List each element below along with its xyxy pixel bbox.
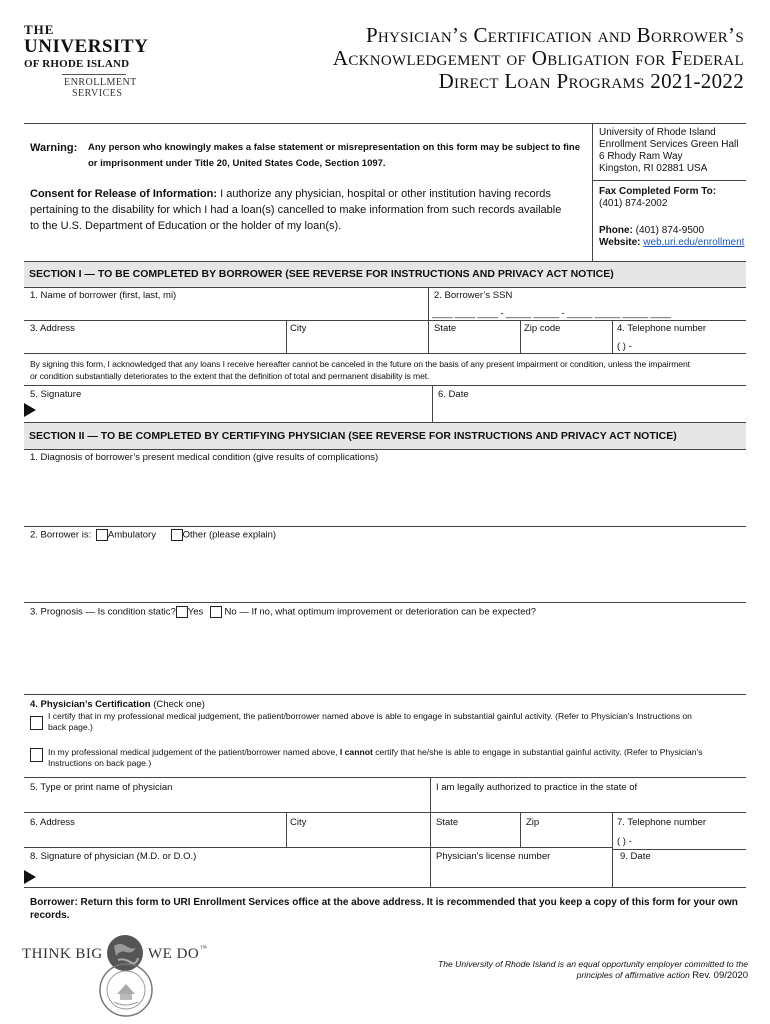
physician-license-label: Physician's license number xyxy=(436,851,551,862)
s2-line5 xyxy=(24,812,746,813)
physician-zip-label: Zip xyxy=(526,817,540,828)
section1-header xyxy=(24,261,746,288)
s2-div-state xyxy=(430,812,431,887)
s1-line1 xyxy=(24,320,746,321)
s1-div-city xyxy=(286,320,287,353)
cert2-pre: In my professional medical judgement of the patient/borrower named above, xyxy=(48,747,340,757)
cert-option2-checkbox[interactable] xyxy=(30,748,43,762)
university-seal-icon xyxy=(98,962,154,1018)
cert2-post: certify that he/she is able to engage in substantial gainful activity. (Refer to Physician's xyxy=(372,747,703,757)
physician-date-label: 9. Date xyxy=(620,851,651,862)
consent-text-line1: I authorize any physician, hospital or other institution having records xyxy=(220,188,551,200)
section2-title: SECTION II — TO BE COMPLETED BY CERTIFYING PHYSICIAN (SEE REVERSE FOR INSTRUCTIONS AND PRIVACY ACT NOTICE) xyxy=(29,430,677,442)
address-box-divider xyxy=(592,123,593,261)
eoe-statement xyxy=(348,959,748,981)
fax-block xyxy=(599,186,749,210)
other-checkbox[interactable] xyxy=(171,529,183,541)
warning-label: Warning: xyxy=(30,142,78,154)
consent-block xyxy=(30,186,586,234)
physician-address-label: 6. Address xyxy=(30,817,75,828)
ambulatory-checkbox[interactable] xyxy=(96,529,108,541)
address-box-separator xyxy=(592,180,746,181)
address-line1: University of Rhode Island xyxy=(599,127,716,138)
cert-check-one: (Check one) xyxy=(153,699,205,710)
borrower-phone-label: 4. Telephone number xyxy=(617,323,707,334)
borrower-name-label: 1. Name of borrower (first, last, mi) xyxy=(30,290,177,301)
s2-div-city xyxy=(286,812,287,847)
logo-dept-line2: SERVICES xyxy=(72,88,123,99)
s1-div-state xyxy=(428,320,429,353)
section1-title: SECTION I — TO BE COMPLETED BY BORROWER (SEE REVERSE FOR INSTRUCTIONS AND PRIVACY ACT NOTICE) xyxy=(29,268,614,280)
top-divider xyxy=(24,123,746,124)
s2-line6-left xyxy=(24,847,612,848)
return-line2: records. xyxy=(30,910,70,921)
logo-university: UNIVERSITY xyxy=(24,36,149,57)
cert-option2-text xyxy=(48,747,748,769)
s1-div-zip xyxy=(520,320,521,353)
section2-header xyxy=(24,422,746,450)
eoe-line2: principles of affirmative action xyxy=(576,970,690,980)
cert-option1-checkbox[interactable] xyxy=(30,716,43,730)
return-line1: Borrower: Return this form to URI Enrollment Services office at the above address. It is recommended that you keep a copy of this form for your own xyxy=(30,897,738,908)
uri-logo xyxy=(24,22,149,99)
s1-line3 xyxy=(24,385,746,386)
borrower-is-label: 2. Borrower is: xyxy=(30,529,92,541)
address-box xyxy=(599,127,749,175)
physician-signature-label: 8. Signature of physician (M.D. or D.O.) xyxy=(30,851,197,862)
cert1-line2: back page.) xyxy=(48,722,93,732)
s2-div-zip xyxy=(520,812,521,847)
trademark-symbol: ™ xyxy=(200,944,207,952)
title-line3: Direct Loan Programs 2021-2022 xyxy=(438,69,744,93)
logo-divider xyxy=(62,74,126,75)
address-line3: 6 Rhody Ram Way xyxy=(599,151,683,162)
borrower-is-row xyxy=(30,529,276,541)
physician-phone-label: 7. Telephone number xyxy=(617,817,707,828)
physician-city-label: City xyxy=(290,817,307,828)
website-label: Website: xyxy=(599,237,641,248)
cert2-line2: Instructions on back page.) xyxy=(48,758,152,768)
eoe-line1: The University of Rhode Island is an equal opportunity employer committed to the xyxy=(437,959,748,969)
phone-label: Phone: xyxy=(599,225,633,236)
cert1-line1: I certify that in my professional medical judgement, the patient/borrower named above is able to engage in substantial gainful activity. (Refer to Physician's Instructions on xyxy=(48,711,692,721)
physician-state-label: State xyxy=(436,817,459,828)
physician-phone-format[interactable]: ( ) - xyxy=(617,836,632,847)
s1-line2 xyxy=(24,353,746,354)
logo-of-rhode-island: OF RHODE ISLAND xyxy=(24,58,130,70)
form-title xyxy=(184,24,744,93)
borrower-city-label: City xyxy=(290,323,307,334)
website-link[interactable]: web.uri.edu/enrollment xyxy=(643,237,745,248)
s2-line1 xyxy=(24,526,746,527)
no-checkbox[interactable] xyxy=(210,606,222,618)
physician-signature-arrow-icon xyxy=(24,870,36,884)
borrower-address-label: 3. Address xyxy=(30,323,75,334)
s1-div-phone xyxy=(612,320,613,353)
cert-label: 4. Physician’s Certification xyxy=(30,699,151,710)
s2-line7 xyxy=(24,887,746,888)
prognosis-row xyxy=(30,606,536,618)
phone-number: (401) 874-9500 xyxy=(635,225,705,236)
think-big-text: THINK BIG xyxy=(22,946,103,962)
ack-line2: or condition substantially deteriorates to the extent that the definition of total and permanent disability is met. xyxy=(30,371,430,381)
other-label: Other (please explain) xyxy=(182,529,277,541)
borrower-phone-format[interactable]: ( ) - xyxy=(617,341,632,352)
s1-div-sig-date xyxy=(432,385,433,422)
title-line2: Acknowledgement of Obligation for Federal xyxy=(332,46,744,70)
fax-label: Fax Completed Form To: xyxy=(599,186,717,197)
s2-line6-right xyxy=(612,849,746,850)
fax-number: (401) 874-2002 xyxy=(599,198,668,209)
consent-label: Consent for Release of Information: xyxy=(30,188,218,200)
s2-line3 xyxy=(24,694,746,695)
authorized-state-label: I am legally authorized to practice in the state of xyxy=(436,782,638,793)
acknowledgement-text xyxy=(30,358,746,382)
address-line4: Kingston, RI 02881 USA xyxy=(599,163,708,174)
cert-option1-text xyxy=(48,711,738,733)
consent-text-line2: pertaining to the disability for which I had a loan(s) cancelled to make information from such records available xyxy=(30,204,562,216)
ambulatory-label: Ambulatory xyxy=(107,529,156,541)
logo-the: THE xyxy=(24,22,55,37)
prognosis-label: 3. Prognosis — Is condition static? xyxy=(30,606,176,618)
contact-block xyxy=(599,225,749,249)
physician-name-label: 5. Type or print name of physician xyxy=(30,782,173,793)
borrower-state-label: State xyxy=(434,323,457,334)
signature-arrow-icon xyxy=(24,403,36,417)
consent-text-line3: to the U.S. Department of Education or the holder of my loan(s). xyxy=(30,220,342,232)
address-line2: Enrollment Services Green Hall xyxy=(599,139,739,150)
borrower-ssn-label: 2. Borrower’s SSN xyxy=(434,290,513,301)
ack-line1: By signing this form, I acknowledged that any loans I receive hereafter cannot be canceled in the future on the basis of any present impairment or condition, unless the impairment xyxy=(30,359,690,369)
warning-text-line1: Any person who knowingly makes a false statement or misrepresentation on this form may be subject to fine xyxy=(88,142,581,153)
logo-dept-line1: ENROLLMENT xyxy=(64,77,137,88)
warning-text-line2: or imprisonment under Title 20, United States Code, Section 1097. xyxy=(88,158,386,169)
borrower-signature-label: 5. Signature xyxy=(30,389,82,400)
revision-date: Rev. 09/2020 xyxy=(692,970,748,981)
warning-block xyxy=(30,140,586,172)
diagnosis-label: 1. Diagnosis of borrower’s present medical condition (give results of complications) xyxy=(30,452,379,463)
no-label: No — If no, what optimum improvement or deterioration can be expected? xyxy=(224,606,537,618)
borrower-date-label: 6. Date xyxy=(438,389,469,400)
s1-div-name-ssn xyxy=(428,287,429,320)
yes-checkbox[interactable] xyxy=(176,606,188,618)
s2-line4 xyxy=(24,777,746,778)
yes-label: Yes xyxy=(187,606,204,618)
cert2-bold: I cannot xyxy=(339,747,373,757)
cert-heading xyxy=(30,699,205,710)
s2-div-name xyxy=(430,777,431,812)
borrower-ssn-blanks[interactable]: ____ ____ ____ - _____ _____ - _____ _____ _____ ____ xyxy=(432,308,671,319)
return-instructions xyxy=(30,896,746,922)
we-do-text: WE DO xyxy=(148,946,200,962)
title-line1: Physician’s Certification and Borrower’s xyxy=(365,23,744,47)
s2-line2 xyxy=(24,602,746,603)
borrower-zip-label: Zip code xyxy=(524,323,561,334)
